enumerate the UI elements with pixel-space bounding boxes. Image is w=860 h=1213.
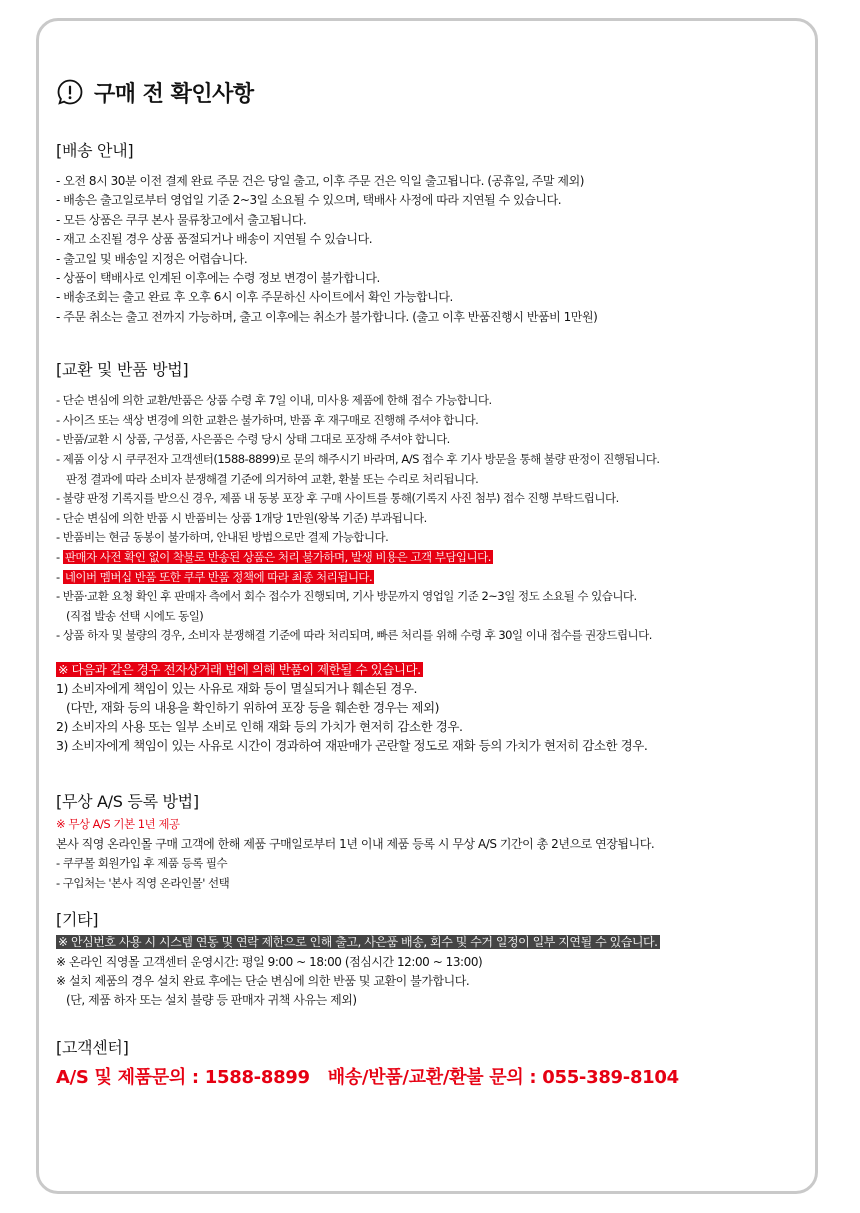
list-item: (다만, 재화 등의 내용을 확인하기 위하여 포장 등을 훼손한 경우는 제외): [66, 699, 440, 715]
red-highlight-text: 네이버 멤버십 반품 또한 쿠쿠 반품 정책에 따라 최종 처리됩니다.: [64, 569, 373, 584]
list-item: - 모든 상품은 쿠쿠 본사 물류창고에서 출고됩니다.: [56, 212, 307, 227]
list-item: - 구입처는 '본사 직영 온라인몰' 선택: [56, 875, 230, 890]
bullet: -: [56, 569, 63, 584]
list-item: - 사이즈 또는 색상 변경에 의한 교환은 불가하며, 반품 후 재구매로 진행해 주셔야 합니다.: [56, 412, 479, 427]
list-item: - 출고일 및 배송일 지정은 어렵습니다.: [56, 251, 248, 266]
list-item: - 반품/교환 시 상품, 구성품, 사은품은 수령 당시 상태 그대로 포장해 주셔야 합니다.: [56, 432, 450, 447]
exclamation-circle-icon: [56, 78, 84, 106]
list-item: - 오전 8시 30분 이전 결제 완료 주문 건은 당일 출고, 이후 주문 건은 익일 출고됩니다. (공휴일, 주말 제외): [56, 174, 584, 188]
list-item: - 불량 판정 기록지를 받으신 경우, 제품 내 동봉 포장 후 구매 사이트를 통해(기록지 사진 첨부) 접수 진행 부탁드립니다.: [56, 491, 619, 506]
title-row: [56, 72, 786, 112]
list-item: - 쿠쿠몰 회원가입 후 제품 등록 필수: [56, 855, 228, 870]
list-item: - 배송은 출고일로부터 영업일 기준 2~3일 소요될 수 있으며, 택배사 사정에 따라 지연될 수 있습니다.: [56, 193, 562, 208]
list-item: - 제품 이상 시 쿠쿠전자 고객센터(1588-8899)로 문의 해주시기 바라며, A/S 접수 후 기사 방문을 통해 불량 판정이 진행됩니다.: [56, 452, 660, 467]
exchange-section-title: [교환 및 반품 방법]: [56, 360, 189, 380]
list-item: ※ 설치 제품의 경우 설치 완료 후에는 단순 변심에 의한 반품 및 교환이 불가합니다.: [56, 973, 470, 988]
list-item: 판정 결과에 따라 소비자 분쟁해결 기준에 의거하여 교환, 환불 또는 수리로 처리됩니다.: [66, 471, 479, 486]
contact-line: [56, 1063, 786, 1089]
list-item: (단, 제품 하자 또는 설치 불량 등 판매자 귀책 사유는 제외): [66, 993, 357, 1008]
delivery-inquiry-phone: 배송/반품/교환/환불 문의 : 055-389-8104: [327, 1066, 679, 1088]
exchange-list: [56, 391, 786, 646]
list-item: 1) 소비자에게 책임이 있는 사유로 재화 등이 멸실되거나 훼손된 경우.: [56, 680, 418, 696]
warranty-notice: ※ 무상 A/S 기본 1년 제공: [56, 816, 180, 831]
page-title: 구매 전 확인사항: [94, 81, 254, 107]
list-item: - 반품비는 현금 동봉이 불가하며, 안내된 방법으로만 결제 가능합니다.: [56, 530, 389, 545]
customer-center-title: [고객센터]: [56, 1037, 129, 1057]
list-item: - 상품 하자 및 불량의 경우, 소비자 분쟁해결 기준에 따라 처리되며, 빠른 처리를 위해 수령 후 30일 이내 접수를 권장드립니다.: [56, 628, 652, 643]
list-item: 본사 직영 온라인몰 구매 고객에 한해 제품 구매일로부터 1년 이내 제품 등록 시 무상 A/S 기간이 총 2년으로 연장됩니다.: [56, 836, 655, 851]
as-inquiry-phone: A/S 및 제품문의 : 1588-8899: [56, 1066, 310, 1088]
highlight-item: [56, 548, 786, 568]
dark-highlight-text: ※ 안심번호 사용 시 시스템 연동 및 연락 제한으로 인해 출고, 사은품 배송, 회수 및 수거 일정이 일부 지연될 수 있습니다.: [58, 935, 658, 950]
red-highlight-text: 판매자 사전 확인 없이 착불로 반송된 상품은 처리 불가하며, 발생 비용은 고객 부담입니다.: [64, 550, 491, 564]
etc-section-title: [기타]: [56, 910, 99, 930]
list-item: - 반품·교환 요청 확인 후 판매자 측에서 회수 접수가 진행되며, 기사 방문까지 영업일 기준 2~3일 정도 소요될 수 있습니다.: [56, 589, 637, 604]
list-item: - 배송조회는 출고 완료 후 오후 6시 이후 주문하신 사이트에서 확인 가능합니다.: [56, 290, 453, 305]
legal-restrictions: [56, 660, 786, 755]
shipping-list: [56, 172, 786, 327]
bullet: -: [56, 550, 63, 564]
shipping-section-title: [배송 안내]: [56, 141, 134, 160]
warranty-section-title: [무상 A/S 등록 방법]: [56, 791, 199, 811]
list-item: - 재고 소진될 경우 상품 품절되거나 배송이 지연될 수 있습니다.: [56, 232, 373, 247]
list-item: - 주문 취소는 출고 전까지 가능하며, 출고 이후에는 취소가 불가합니다. (출고 이후 반품진행시 반품비 1만원): [56, 309, 598, 324]
warranty-list: [56, 815, 786, 893]
list-item: (직접 발송 선택 시에도 동일): [66, 608, 204, 623]
list-item: 2) 소비자의 사용 또는 일부 소비로 인해 재화 등의 가치가 현저히 감소한 경우.: [56, 718, 463, 734]
etc-list: [56, 933, 786, 1011]
list-item: - 상품이 택배사로 인계된 이후에는 수령 정보 변경이 불가합니다.: [56, 271, 380, 286]
list-item: - 단순 변심에 의한 교환/반품은 상품 수령 후 7일 이내, 미사용 제품에 한해 접수 가능합니다.: [56, 393, 492, 408]
list-item: 3) 소비자에게 책임이 있는 사유로 시간이 경과하여 재판매가 곤란할 정도로 재화 등의 가치가 현저히 감소한 경우.: [56, 737, 648, 753]
list-item: - 단순 변심에 의한 반품 시 반품비는 상품 1개당 1만원(왕복 기준) 부과됩니다.: [56, 510, 427, 525]
list-item: ※ 온라인 직영몰 고객센터 운영시간: 평일 9:00 ~ 18:00 (점심시간 12:00 ~ 13:00): [56, 954, 483, 969]
highlight-item: [56, 568, 786, 588]
legal-notice: ※ 다음과 같은 경우 전자상거래 법에 의해 반품이 제한될 수 있습니다.: [58, 661, 421, 677]
notice-content: [56, 72, 786, 1089]
